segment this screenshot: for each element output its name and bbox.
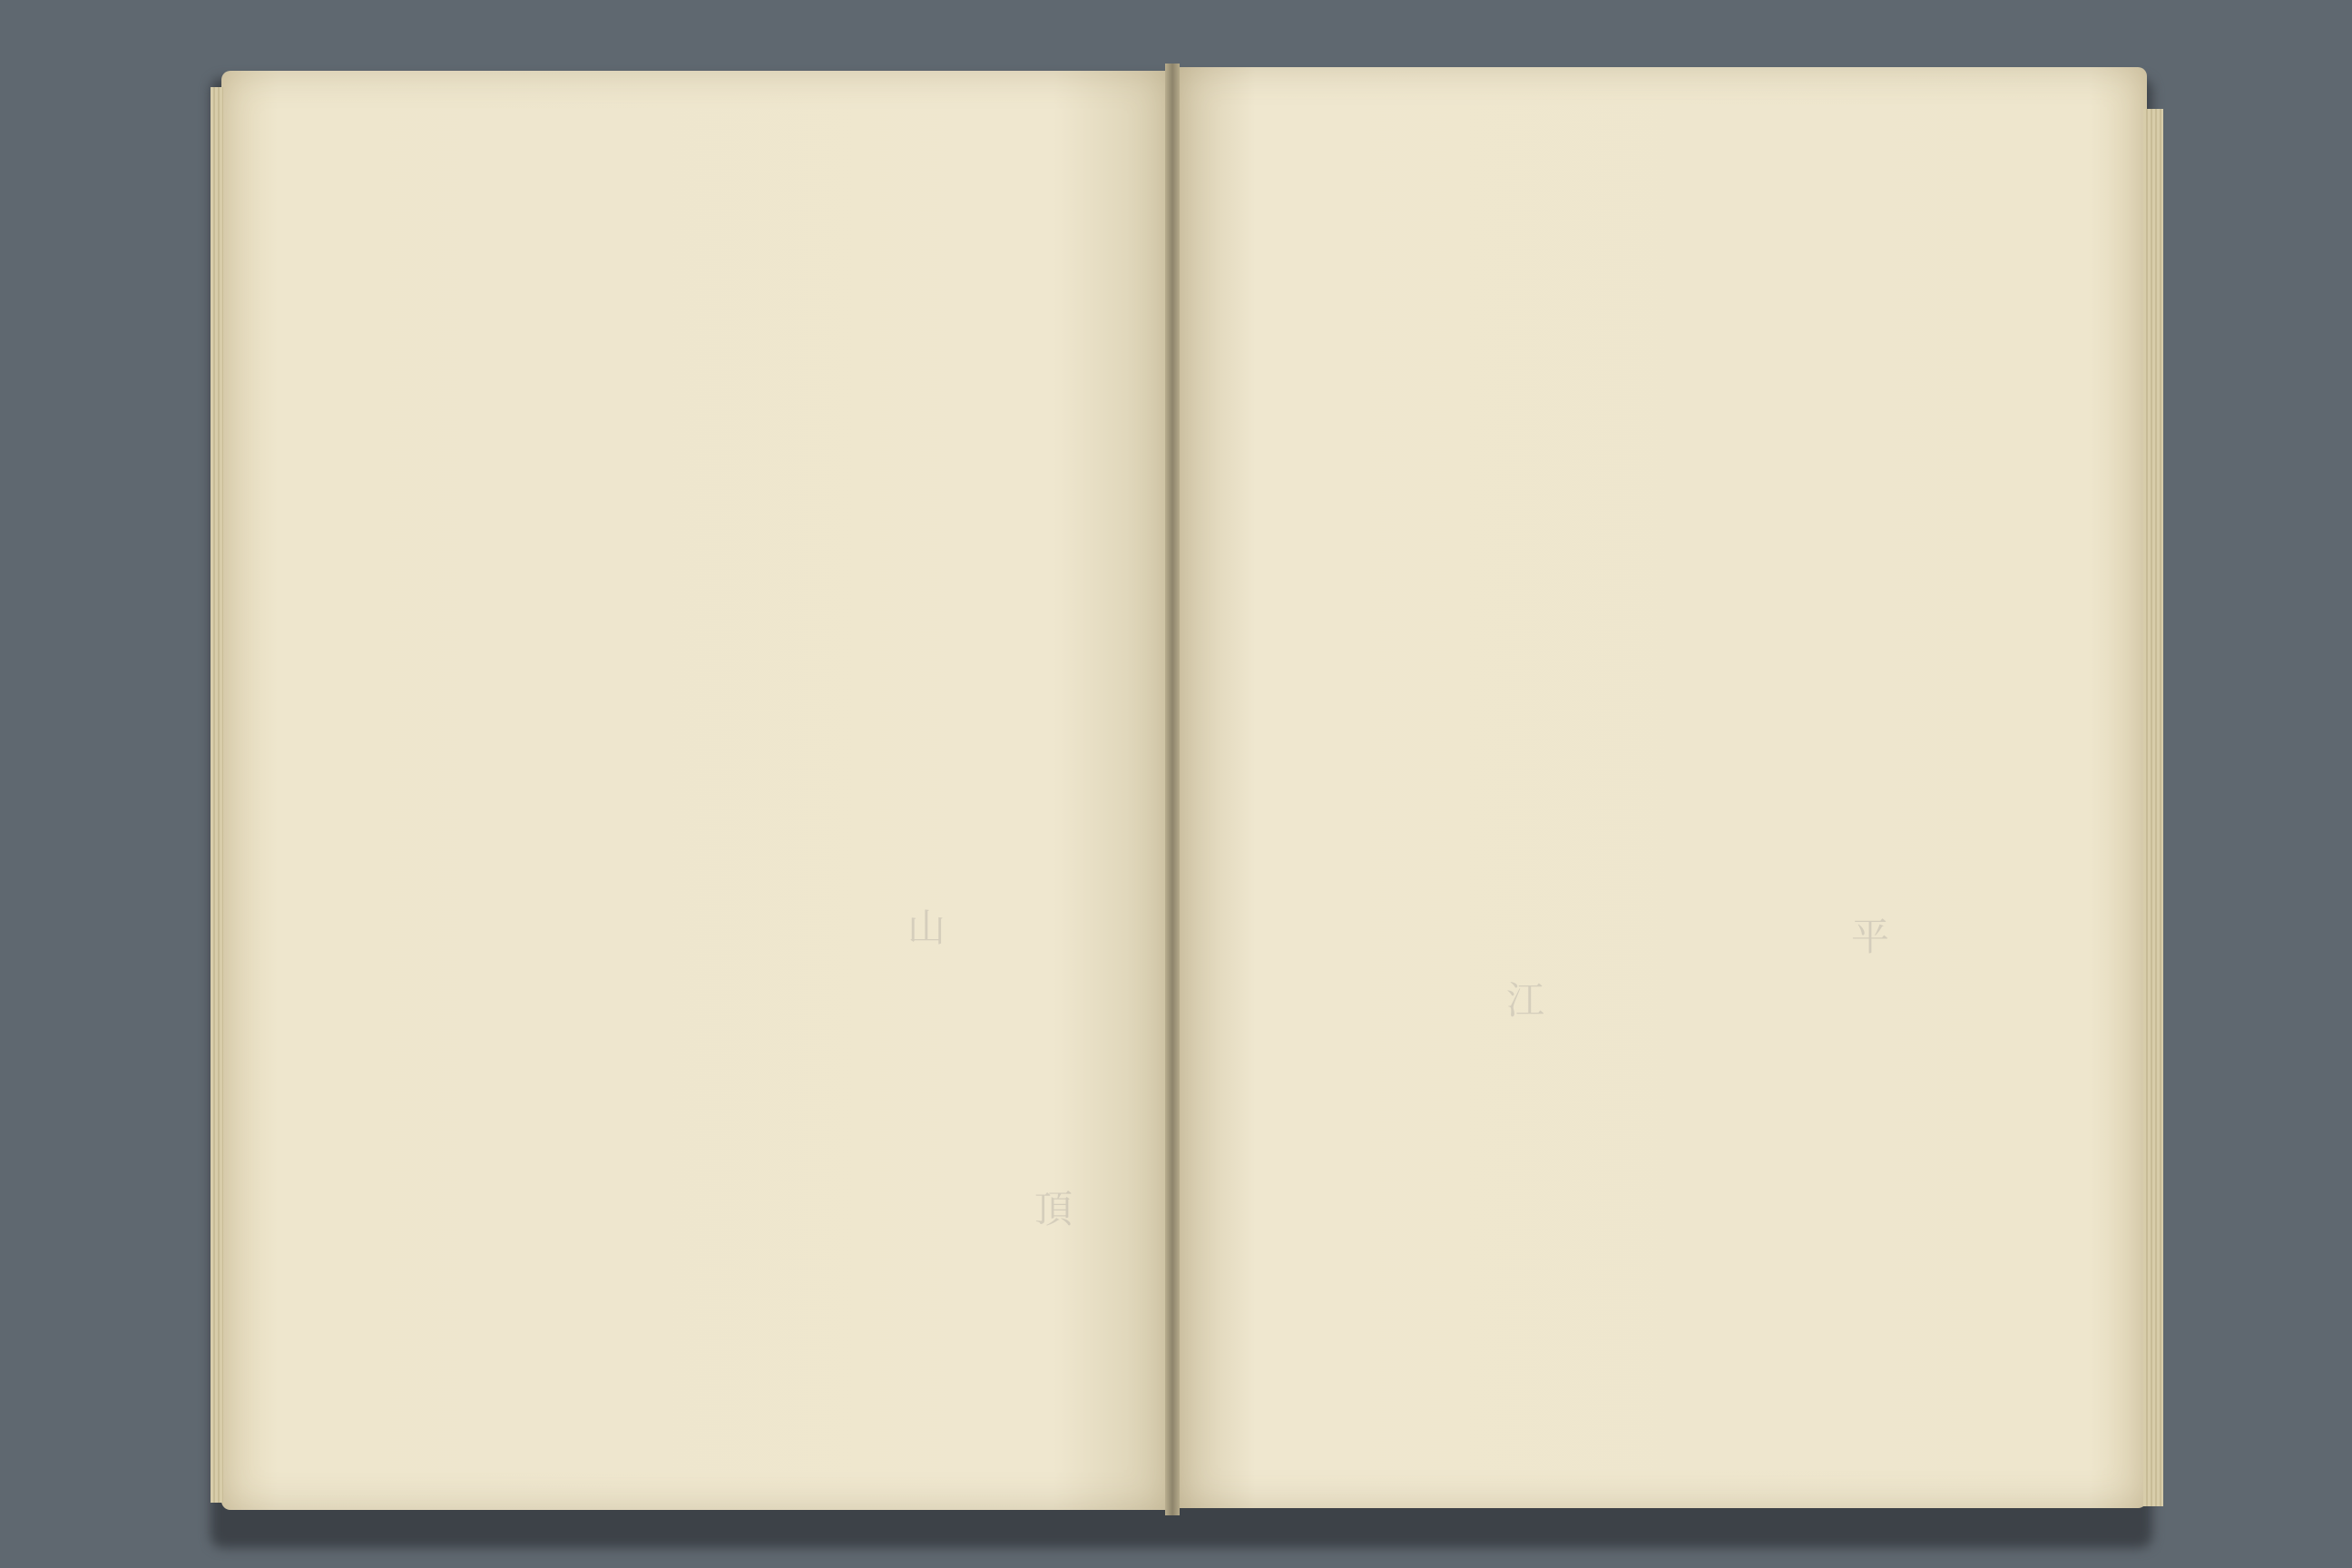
show-through-decoration: 頂	[1034, 1187, 1073, 1231]
show-through-decoration: 山	[907, 906, 946, 950]
show-through-decoration: 平	[1851, 915, 1890, 959]
show-through-decoration: 江	[1506, 978, 1545, 1023]
